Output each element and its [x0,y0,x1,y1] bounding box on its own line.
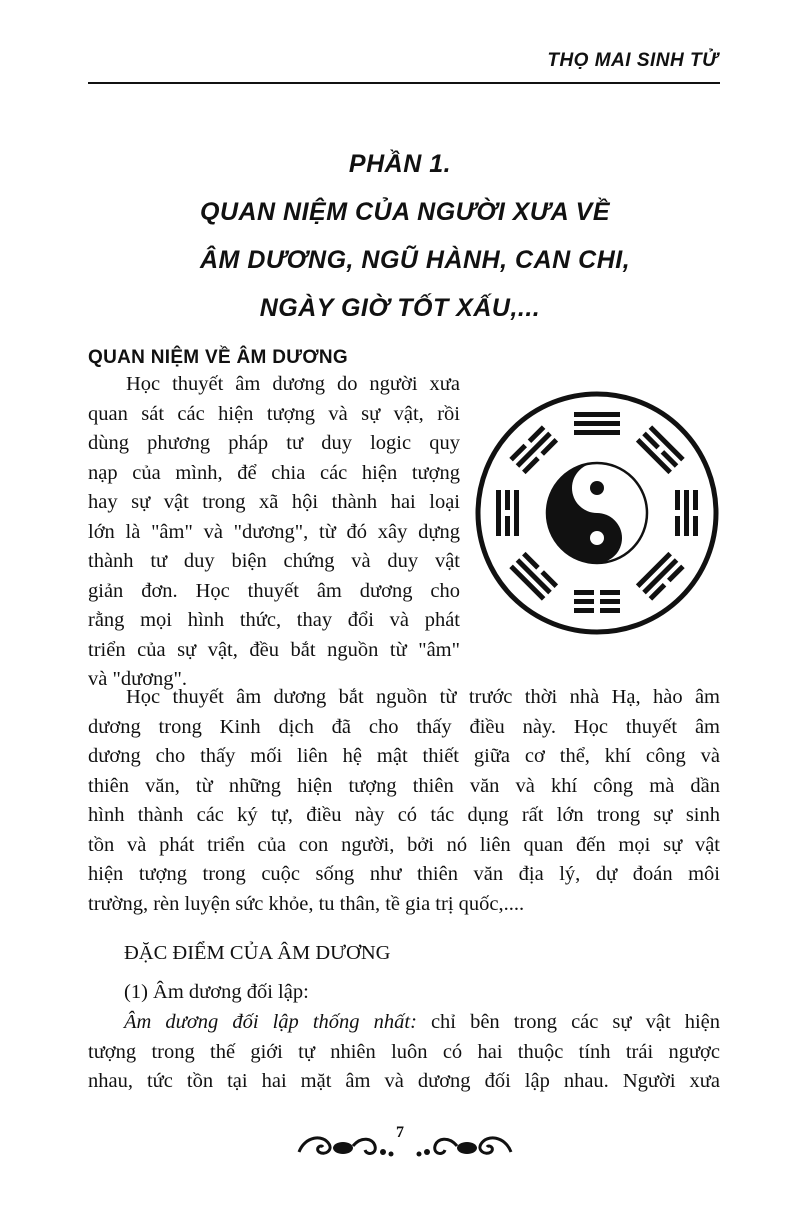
yin-yang-bagua-illustration [474,390,720,636]
trigram-right [675,490,698,536]
text-line: hiện tượng trong cuộc sống như thiên văn địa lý, dự đoán môi [88,863,720,885]
trigram-bottom-left [509,552,558,601]
paragraph-2 [88,683,720,919]
text-line: tượng trong thế giới tự nhiên luôn có hai thuộc tính trái ngược [88,1040,720,1063]
text-line: giản đơn. Học thuyết âm dương cho [88,579,460,602]
subheading: ĐẶC ĐIỂM CỦA ÂM DƯƠNG [124,942,391,964]
text-line: dương cho thấy mối liên hệ mật thiết giữa cơ thể, khí công và [88,745,720,767]
running-head: THỌ MAI SINH TỬ [547,50,718,71]
part-title [200,140,631,332]
part-title-line: PHẦN 1. [348,150,452,178]
trigram-top [574,412,620,435]
trigram-top-right [636,425,685,474]
text-line: dương trong Kinh dịch đã cho thấy điều này. Học thuyết âm [88,715,720,738]
text-line: thành tư duy biện chứng và duy vật [88,550,460,572]
trigram-bottom [574,590,620,613]
part-title-line: QUAN NIỆM CỦA NGƯỜI XƯA VỀ [200,198,611,226]
text-line: và "dương". [88,668,188,690]
text-line: triển của sự vật, đều bắt nguồn từ "âm" [88,638,460,661]
paragraph-3 [88,1008,720,1097]
page-number: 7 [396,1124,404,1141]
text-line: thiên văn, từ những hiện tượng thiên văn và khí công mà dần [88,774,720,797]
text-line: hay sự vật trong xã hội thành hai loại [88,491,460,513]
text-line: Học thuyết âm dương do người xưa [126,373,460,395]
trigram-left [496,490,519,536]
text-line: Học thuyết âm dương bắt nguồn từ trước thời nhà Hạ, hào âm [126,686,720,708]
text-line: tồn và phát triển của con người, bởi nó liên quan đến mọi sự vật [88,833,720,856]
trigram-bottom-right [636,552,685,601]
section-heading: QUAN NIỆM VỀ ÂM DƯƠNG [88,347,348,368]
italic-term: Âm dương đối lập thống nhất: [124,1011,417,1033]
list-item: (1) Âm dương đối lập: [124,981,309,1003]
text-line: trường, rèn luyện sức khỏe, tu thân, tề gia trị quốc,.... [88,892,525,915]
paragraph-1 [88,370,460,695]
part-title-line: ÂM DƯƠNG, NGŨ HÀNH, CAN CHI, [200,246,631,274]
trigram-top-left [509,425,558,474]
text-line: lớn là "âm" và "dương", từ đó xây dựng [88,520,460,543]
text-line: quan sát các hiện tượng và sự vật, rồi [88,402,460,425]
text-run: chỉ bên trong các sự vật hiện [416,1011,720,1033]
text-line: nhau, tức tồn tại hai mặt âm và dương đối lập nhau. Người xưa [88,1070,720,1092]
header-rule [88,82,720,84]
text-line: dùng phương pháp tư duy logic quy [88,432,460,454]
yin-yang-icon [547,463,647,563]
text-line [88,1008,720,1038]
text-line: hình thành các ký tự, điều này có tác dụng rất lớn trong sự sinh [88,804,720,826]
text-line: nạp của mình, để chia các hiện tượng [88,461,460,484]
part-title-line: NGÀY GIỜ TỐT XẤU,... [259,294,541,322]
text-line: rằng mọi hình thức, thay đổi và phát [88,609,460,631]
